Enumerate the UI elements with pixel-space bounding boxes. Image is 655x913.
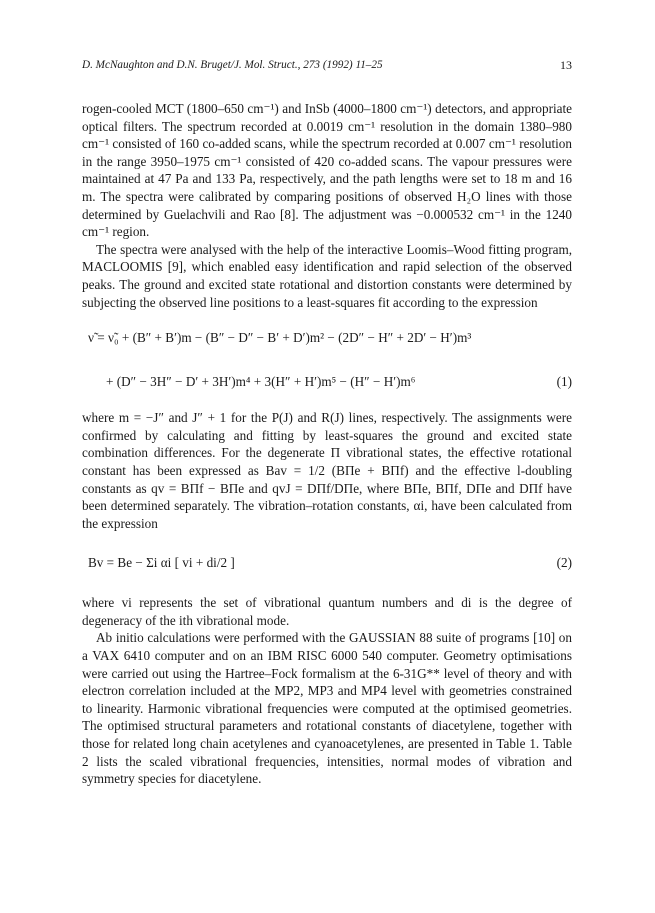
equation-1-line-1 bbox=[82, 321, 572, 355]
citation-header: D. McNaughton and D.N. Bruget/J. Mol. Struct., 273 (1992) 11–25 bbox=[82, 59, 383, 71]
equation-1-line-2 bbox=[82, 365, 572, 399]
running-head bbox=[82, 58, 572, 80]
page-number: 13 bbox=[560, 58, 572, 72]
paragraph-ab-initio: Ab initio calculations were performed with the GAUSSIAN 88 suite of programs [10] on a VAX 6410 computer and on an IBM RISC 6000 540 computer. Geometry optimisations were carried out using the Hartree–Fock formalism at the 6-31G** level of theory and with electron correlation included at the MP2, MP3 and MP4 level with geometries constrained to linearity. Harmonic vibrational frequencies were computed at the optimised geometries. The optimised structural parameters and rotational constants of diacetylene, together with those for related long chain acetylenes and cyanoacetylenes, are presented in Table 1. Table 2 lists the scaled vibrational frequencies, intensities, normal modes of vibration and symmetry species for diacetylene. bbox=[82, 630, 572, 787]
equation-2-expression: Bv = Be − Σi αi [ vi + di/2 ] bbox=[88, 555, 235, 571]
equation-2 bbox=[82, 542, 572, 584]
paragraph-assignments: where m = −J″ and J″ + 1 for the P(J) and R(J) lines, respectively. The assignments were confirmed by calculating and fitting by least-squares the ground and excited state combination differences. For the degenerate Π vibrational states, the effective rotational constant has been expressed as Bav = 1/2 (BΠe + BΠf) and the effective l-doubling constants as qv = BΠf − BΠe and qvJ = DΠf/DΠe, where BΠe, BΠf, DΠe and DΠf have been determined separately. The vibration–rotation constants, αi, have been calculated from the expression bbox=[82, 410, 572, 531]
equation-1-number: (1) bbox=[556, 374, 572, 390]
paragraph-continuation: rogen-cooled MCT (1800–650 cm⁻¹) and InSb (4000–1800 cm⁻¹) detectors, and appropriate optical filters. The spectrum recorded at 0.0019 cm⁻¹ resolution in the domain 1380–980 cm⁻¹ consisted of 160 co-added scans, while the spectrum recorded at 0.007 cm⁻¹ resolution in the range 3950–1975 cm⁻¹ consisted of 420 co-added scans. The vapour pressures were maintained at 47 Pa and 133 Pa, respectively, and the path lengths were set to 18 m and 16 m. The spectra were calibrated by comparing positions of observed H₂O lines with those determined by Guelachvili and Rao [8]. The adjustment was −0.000532 cm⁻¹ in the 1240 cm⁻¹ region. bbox=[82, 101, 572, 240]
equation-1-expression-b: + (D″ − 3H″ − D′ + 3H′)m⁴ + 3(H″ + H′)m⁵ − (H″ − H′)m⁶ bbox=[106, 374, 416, 390]
paragraph-analysis: The spectra were analysed with the help of the interactive Loomis–Wood fitting program, MACLOOMIS [9], which enabled easy identification and rapid selection of the observed peaks. The ground and excited state rotational and distortion constants were determined by subjecting the observed line positions to a least-squares fit according to the expression bbox=[82, 241, 572, 310]
equation-1-expression-a: ν̃ = ν̃₀ + (B″ + B′)m − (B″ − D″ − B′ + D′)m² − (2D″ − H″ + 2D′ − H′)m³ bbox=[88, 330, 472, 346]
equation-2-number: (2) bbox=[556, 555, 572, 571]
body-text bbox=[82, 100, 572, 788]
paragraph-degeneracy: where vi represents the set of vibrational quantum numbers and di is the degree of degeneracy of the ith vibrational mode. bbox=[82, 595, 572, 628]
paper-page bbox=[82, 58, 572, 788]
